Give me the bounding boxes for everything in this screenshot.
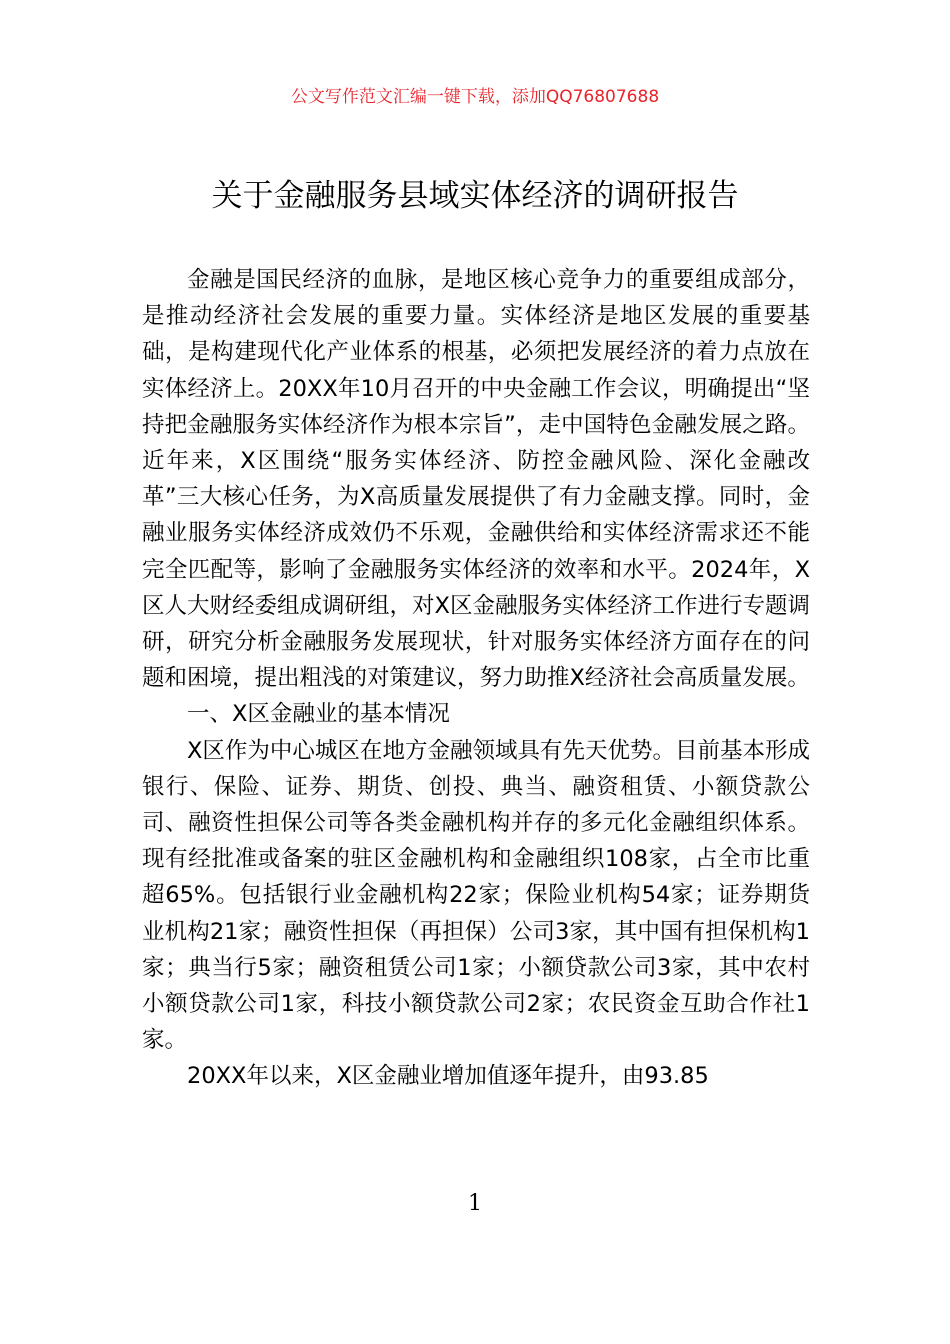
download-banner: 公文写作范文汇编一键下载，添加QQ76807688	[290, 87, 660, 107]
page-number: 1	[468, 1191, 482, 1216]
intro-paragraph: 金融是国民经济的血脉，是地区核心竞争力的重要组成部分，是推动经济社会发展的重要力量。实体经济是地区发展的重要基础，是构建现代化产业体系的根基，必须把发展经济的着力点放在实体经济上。20XX年10月召开的中央金融工作会议，明确提出“坚持把金融服务实体经济作为根本宗旨”，走中国特色金融发展之路。近年来，X区围绕“服务实体经济、防控金融风险、深化金融改革”三大核心任务，为X高质量发展提供了有力金融支撑。同时，金融业服务实体经济成效仍不乐观，金融供给和实体经济需求还不能完全匹配等，影响了金融服务实体经济的效率和水平。2024年，X区人大财经委组成调研组，对X区金融服务实体经济工作进行专题调研，研究分析金融服务发展现状，针对服务实体经济方面存在的问题和困境，提出粗浅的对策建议，努力助推X经济社会高质量发展。	[142, 267, 810, 692]
section-heading: 一、X区金融业的基本情况	[187, 701, 450, 728]
document-body	[142, 262, 810, 1095]
body-paragraph: 20XX年以来，X区金融业增加值逐年提升，由93.85	[187, 1063, 709, 1090]
document-title: 关于金融服务县域实体经济的调研报告	[211, 178, 739, 214]
body-paragraph: X区作为中心城区在地方金融领域具有先天优势。目前基本形成银行、保险、证券、期货、创投、典当、融资租赁、小额贷款公司、融资性担保公司等各类金融机构并存的多元化金融组织体系。现有经批准或备案的驻区金融机构和金融组织108家，占全市比重超65%。包括银行业金融机构22家；保险业机构54家；证券期货业机构21家；融资性担保（再担保）公司3家，其中国有担保机构1家；典当行5家；融资租赁公司1家；小额贷款公司3家，其中农村小额贷款公司1家，科技小额贷款公司2家；农民资金互助合作社1家。	[142, 737, 810, 1054]
